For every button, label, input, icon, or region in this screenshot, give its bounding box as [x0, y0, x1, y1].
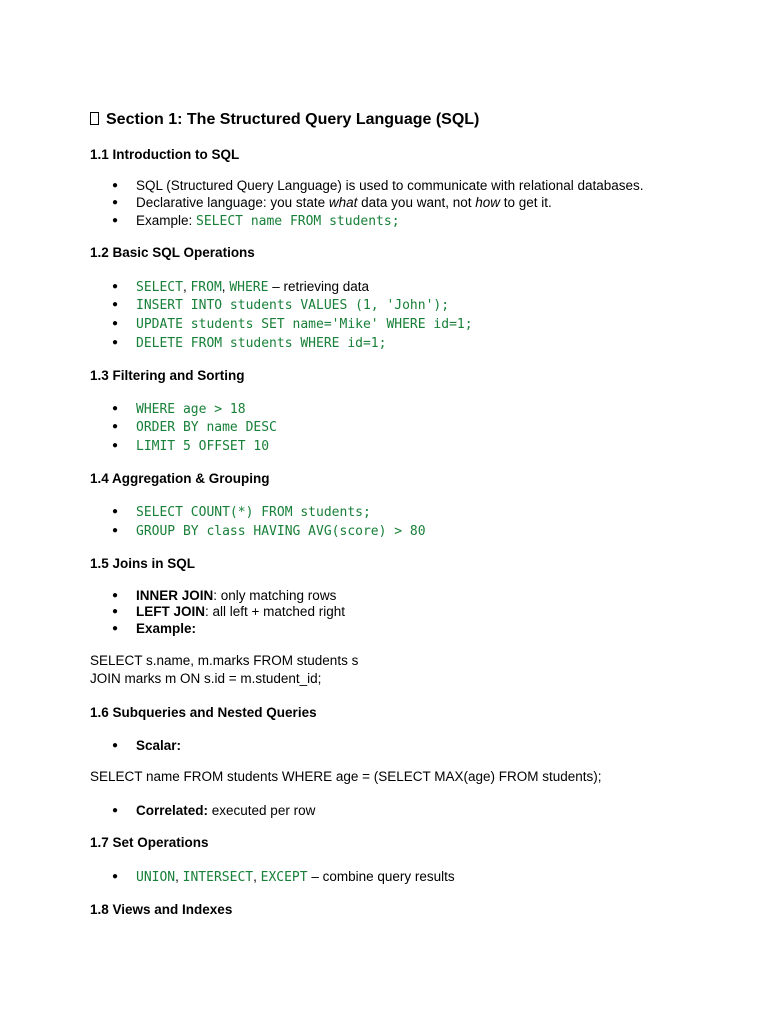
- list-item: [136, 315, 473, 334]
- list-item: [136, 418, 277, 437]
- section-title: [90, 110, 479, 130]
- list-item: ● Declarative language: you state what data you want, not how to get it.: [136, 194, 552, 212]
- inline-code: FROM: [190, 280, 222, 295]
- inline-code: UPDATE students SET name='Mike' WHERE id=1;: [136, 317, 473, 332]
- inline-code: GROUP BY class HAVING AVG(score) > 80: [136, 524, 426, 539]
- list-item: ● UNION, INTERSECT, EXCEPT – combine query results: [136, 868, 455, 887]
- bold-term: LEFT JOIN: [136, 604, 206, 619]
- heading-1-4: 1.4 Aggregation & Grouping: [90, 471, 270, 486]
- list-item: [136, 334, 386, 353]
- heading-1-3: 1.3 Filtering and Sorting: [90, 368, 245, 383]
- query-line: SELECT s.name, m.marks FROM students s: [90, 653, 359, 668]
- list-item: [136, 522, 426, 541]
- inline-code: UNION: [136, 870, 176, 885]
- inline-code: DELETE FROM students WHERE id=1;: [136, 336, 387, 351]
- list-item: ● SELECT, FROM, WHERE – retrieving data: [136, 278, 369, 297]
- list-item: [136, 620, 196, 638]
- list-item: [136, 400, 246, 419]
- emphasis-how: how: [475, 195, 501, 210]
- list-item: ● Example: SELECT name FROM students;: [136, 212, 400, 231]
- missing-glyph-icon: [90, 112, 99, 125]
- heading-1-5: 1.5 Joins in SQL: [90, 556, 196, 571]
- inline-code: EXCEPT: [260, 870, 308, 885]
- inline-code: INTERSECT: [182, 870, 254, 885]
- inline-code: LIMIT 5 OFFSET 10: [136, 439, 270, 454]
- list-item: ● SQL (Structured Query Language) is used to communicate with relational databases.: [136, 177, 644, 195]
- heading-1-8: 1.8 Views and Indexes: [90, 902, 233, 917]
- inline-code: SELECT: [136, 280, 183, 295]
- heading-1-6: 1.6 Subqueries and Nested Queries: [90, 705, 317, 720]
- bold-term: Correlated:: [136, 803, 209, 818]
- list-item: ● LEFT JOIN: all left + matched right: [136, 603, 345, 621]
- inline-code: ORDER BY name DESC: [136, 420, 277, 435]
- heading-1-2: 1.2 Basic SQL Operations: [90, 245, 255, 260]
- query-line: SELECT name FROM students WHERE age = (SELECT MAX(age) FROM students);: [90, 769, 602, 784]
- list-item: [136, 503, 371, 522]
- inline-code: WHERE age > 18: [136, 402, 246, 417]
- section-title-text: Section 1: The Structured Query Language (SQL): [106, 111, 480, 128]
- inline-code: SELECT name FROM students;: [196, 214, 400, 229]
- list-item: [136, 437, 269, 456]
- query-line: JOIN marks m ON s.id = m.student_id;: [90, 671, 322, 686]
- bold-term: INNER JOIN: [136, 588, 214, 603]
- list-item: [136, 296, 449, 315]
- list-item: ● INNER JOIN: only matching rows: [136, 587, 336, 605]
- list-item: ● Correlated: executed per row: [136, 802, 315, 820]
- list-item: [136, 737, 181, 755]
- inline-code: WHERE: [229, 280, 269, 295]
- bold-term: Example:: [136, 621, 197, 636]
- inline-code: SELECT COUNT(*) FROM students;: [136, 505, 371, 520]
- bold-term: Scalar:: [136, 738, 182, 753]
- heading-1-7: 1.7 Set Operations: [90, 835, 209, 850]
- inline-code: INSERT INTO students VALUES (1, 'John');: [136, 298, 450, 313]
- heading-1-1: 1.1 Introduction to SQL: [90, 147, 240, 162]
- emphasis-what: what: [328, 195, 358, 210]
